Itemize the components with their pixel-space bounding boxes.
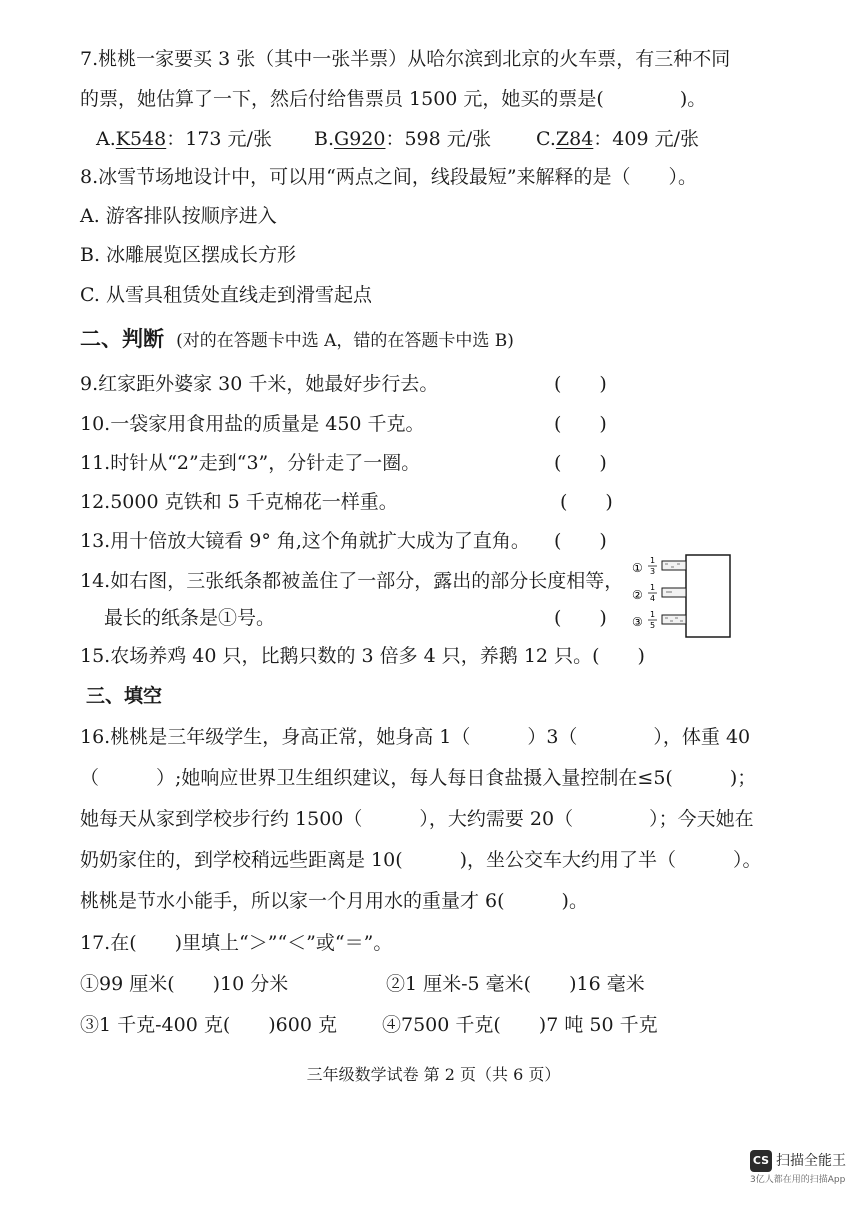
q7-option-a — [96, 126, 272, 152]
q8-option-a: A. 游客排队按顺序进入 — [80, 205, 277, 227]
q7-option-b — [314, 126, 491, 152]
q14-figure — [632, 553, 734, 639]
q7-stem-line2: 的票，她估算了一下，然后付给售票员 1500 元，她买的票是( )。 — [80, 88, 707, 110]
cover-rectangle — [686, 555, 730, 637]
strip-2-frac-num: 1 — [650, 583, 656, 592]
strip-3-frac-num: 1 — [650, 610, 656, 619]
q7-option-b-prefix: B. — [314, 128, 335, 150]
q15-text — [80, 643, 645, 669]
scanner-logo-icon: CS — [750, 1150, 772, 1172]
q13-text: 13.用十倍放大镜看 9° 角,这个角就扩大成为了直角。 — [80, 530, 530, 552]
q16-line3: 她每天从家到学校步行约 1500（ ），大约需要 20（ ）；今天她在 — [80, 808, 754, 830]
q7-option-a-price: ：173 元/张 — [166, 128, 272, 150]
scanner-app-name: 扫描全能王 — [776, 1153, 846, 1169]
q17-stem: 17.在( )里填上“＞”“＜”或“＝”。 — [80, 932, 393, 954]
q7-option-c-price: ：409 元/张 — [593, 128, 700, 150]
q9-text: 9.红家距外婆家 30 千米，她最好步行去。 — [80, 373, 439, 395]
q8-option-b: B. 冰雕展览区摆成长方形 — [80, 244, 297, 266]
q7-option-a-train: K548 — [115, 128, 167, 150]
q14-strips-diagram — [632, 553, 734, 639]
q10-text: 10.一袋家用食用盐的质量是 450 千克。 — [80, 413, 425, 435]
strip-2 — [662, 588, 686, 597]
q7-option-c — [536, 126, 699, 152]
q14-text-line1: 14.如右图，三张纸条都被盖住了一部分，露出的部分长度相等， — [80, 570, 624, 592]
strip-2-mark: ② — [632, 588, 643, 602]
q17-item-4: ④7500 千克( )7 吨 50 千克 — [382, 1014, 658, 1036]
q17-item-2: ②1 厘米-5 毫米( )16 毫米 — [386, 973, 645, 995]
q11-text: 11.时针从“2”走到“3”，分针走了一圈。 — [80, 452, 421, 474]
q7-option-a-prefix: A. — [96, 128, 116, 150]
q15-stem: 15.农场养鸡 40 只，比鹅只数的 3 倍多 4 只，养鹅 12 只。 — [80, 645, 593, 667]
q16-line4: 奶奶家住的，到学校稍远些距离是 10( )，坐公交车大约用了半（ ）。 — [80, 849, 762, 871]
scanner-watermark — [750, 1148, 860, 1188]
page-footer: 三年级数学试卷 第 2 页（共 6 页） — [306, 1065, 561, 1084]
q15-answer-paren: ( ) — [592, 645, 645, 667]
q9-answer-paren: ( ) — [554, 373, 607, 395]
q8-stem: 8.冰雪节场地设计中，可以用“两点之间，线段最短”来解释的是（ ）。 — [80, 166, 698, 188]
scanner-tagline: 3亿人都在用的扫描App — [750, 1175, 846, 1185]
q10-answer-paren: ( ) — [554, 413, 607, 435]
section3-title: 三、填空 — [86, 685, 163, 707]
q14-answer-paren: ( ) — [554, 607, 607, 629]
q7-option-b-train: G920 — [334, 128, 386, 150]
q14-text-line2: 最长的纸条是①号。 — [104, 607, 276, 629]
section2-heading — [80, 326, 514, 354]
q13-answer-paren: ( ) — [554, 530, 607, 552]
q12-answer-paren: ( ) — [560, 491, 613, 513]
strip-2-frac-den: 4 — [650, 594, 656, 603]
q8-option-c: C. 从雪具租赁处直线走到滑雪起点 — [80, 284, 372, 306]
q16-line1: 16.桃桃是三年级学生，身高正常，她身高 1（ ）3（ ），体重 40 — [80, 726, 751, 748]
q7-option-c-prefix: C. — [536, 128, 556, 150]
strip-3-mark: ③ — [632, 615, 643, 629]
q17-item-1: ①99 厘米( )10 分米 — [80, 973, 289, 995]
q12-text: 12.5000 克铁和 5 千克棉花一样重。 — [80, 491, 398, 513]
strip-1-frac-den: 3 — [650, 567, 656, 576]
strip-1-mark: ① — [632, 561, 643, 575]
strip-3-frac-den: 5 — [650, 621, 656, 630]
strip-1 — [662, 561, 686, 570]
strip-3 — [662, 615, 686, 624]
q7-option-c-train: Z84 — [555, 128, 594, 150]
q16-line2: （ ）;她响应世界卫生组织建议，每人每日食盐摄入量控制在≤5( )； — [80, 767, 757, 789]
q11-answer-paren: ( ) — [554, 452, 607, 474]
q7-stem-line1: 7.桃桃一家要买 3 张（其中一张半票）从哈尔滨到北京的火车票，有三种不同 — [80, 48, 731, 70]
q17-item-3: ③1 千克-400 克( )600 克 — [80, 1014, 337, 1036]
section2-title: 二、判断 — [80, 326, 164, 351]
strip-1-frac-num: 1 — [650, 556, 656, 565]
q7-option-b-price: ：598 元/张 — [385, 128, 492, 150]
q16-line5: 桃桃是节水小能手，所以家一个月用水的重量才 6( )。 — [80, 890, 588, 912]
section2-note: (对的在答题卡中选 A，错的在答题卡中选 B) — [176, 331, 514, 351]
